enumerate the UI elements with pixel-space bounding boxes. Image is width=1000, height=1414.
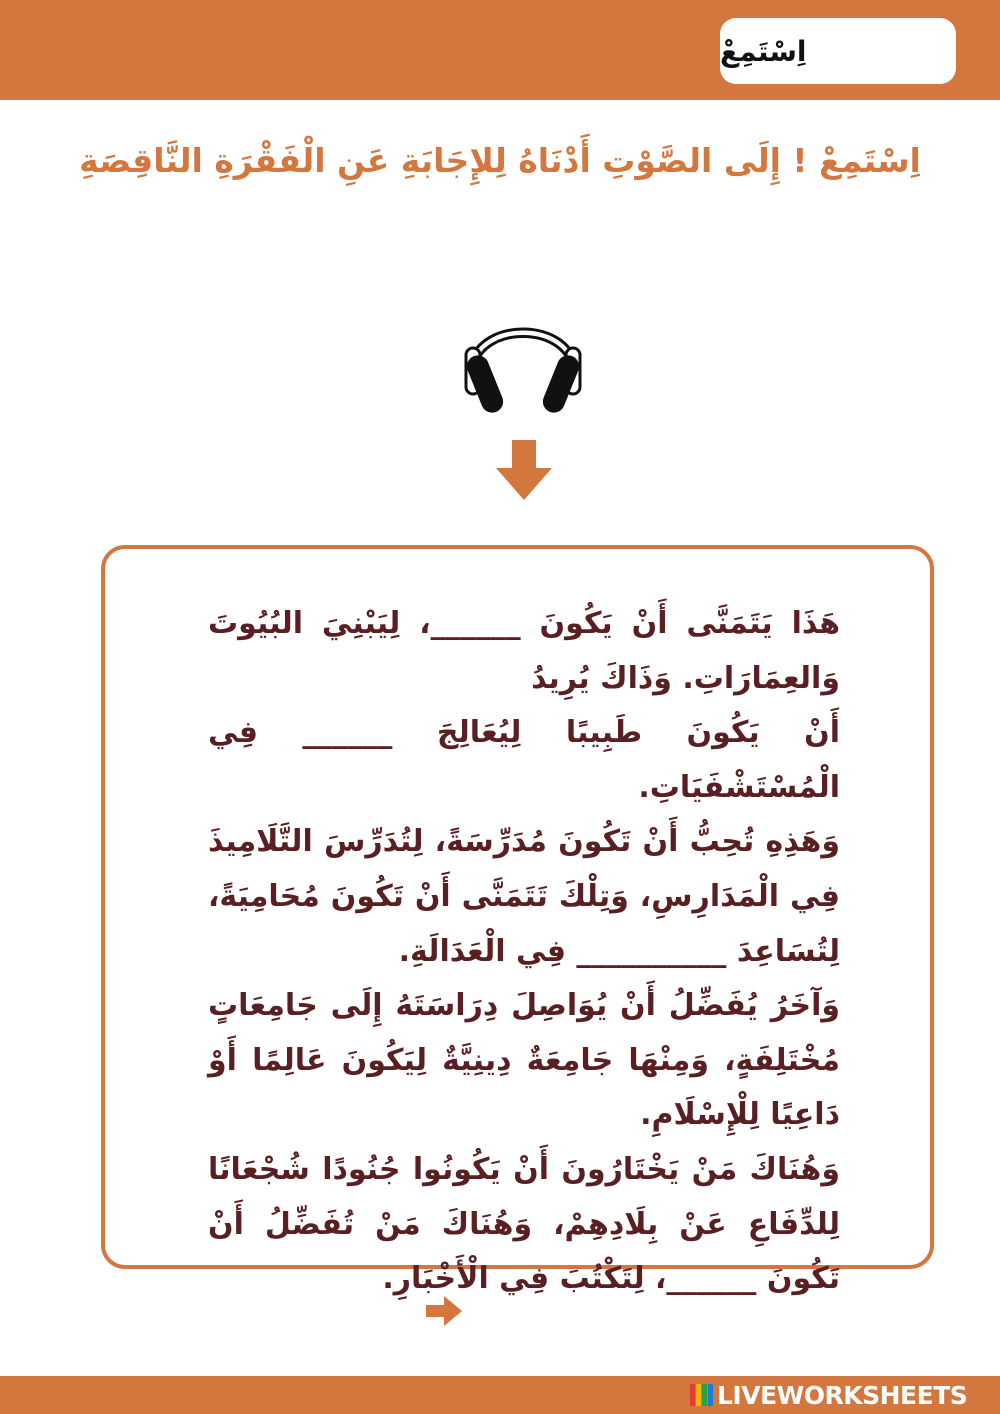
passage-text — [208, 597, 840, 1307]
passage-paragraph: هَذَا يَتَمَنَّى أَنْ يَكُونَ ______، لِيَبْنِيَ البُيُوتَ وَالعِمَارَاتِ. وَذَاكَ يُرِيدُ — [208, 606, 840, 696]
headphones-icon[interactable] — [458, 286, 588, 416]
passage-paragraph: وَآخَرُ يُفَضِّلُ أَنْ يُوَاصِلَ دِرَاسَتَهُ إِلَى جَامِعَاتٍ مُخْتَلِفَةٍ، وَمِنْهَا جَامِعَةٌ دِينِيَّةٌ لِيَكُونَ عَالِمًا أَوْ دَاعِيًا لِلْإِسْلَامِ. — [208, 988, 840, 1133]
brand-name: LIVEWORKSHEETS — [717, 1380, 968, 1410]
next-arrow-icon[interactable] — [426, 1296, 462, 1326]
section-label: اِسْتَمِعْ — [720, 18, 956, 84]
passage-paragraph: أَنْ يَكُونَ طَبِيبًا لِيُعَالِجَ ______ فِي الْمُسْتَشْفَيَاتِ. — [208, 715, 840, 805]
instruction-heading: اِسْتَمِعْ ! إِلَى الصَّوْتِ أَدْنَاهُ لِلإِجَابَةِ عَنِ الْفَقْرَةِ النَّاقِصَةِ — [79, 141, 921, 180]
passage-paragraph: وَهَذِهِ تُحِبُّ أَنْ تَكُونَ مُدَرِّسَةً، لِتُدَرِّسَ التَّلَامِيذَ فِي الْمَدَارِسِ، وَتِلْكَ تَتَمَنَّى أَنْ تَكُونَ مُحَامِيَةً، لِتُسَاعِدَ __________ فِي الْعَدَالَةِ. — [208, 824, 840, 969]
passage-paragraph: وَهُنَاكَ مَنْ يَخْتَارُونَ أَنْ يَكُونُوا جُنُودًا شُجْعَانًا لِلدِّفَاعِ عَنْ بِلَادِهِمْ، وَهُنَاكَ مَنْ تُفَضِّلُ أَنْ تَكُونَ ______، لِتَكْتُبَ فِي الْأَخْبَارِ. — [208, 1151, 840, 1297]
brand-logo[interactable] — [690, 1377, 967, 1413]
down-arrow-icon — [496, 440, 552, 500]
brand-mark-icon — [690, 1384, 713, 1406]
